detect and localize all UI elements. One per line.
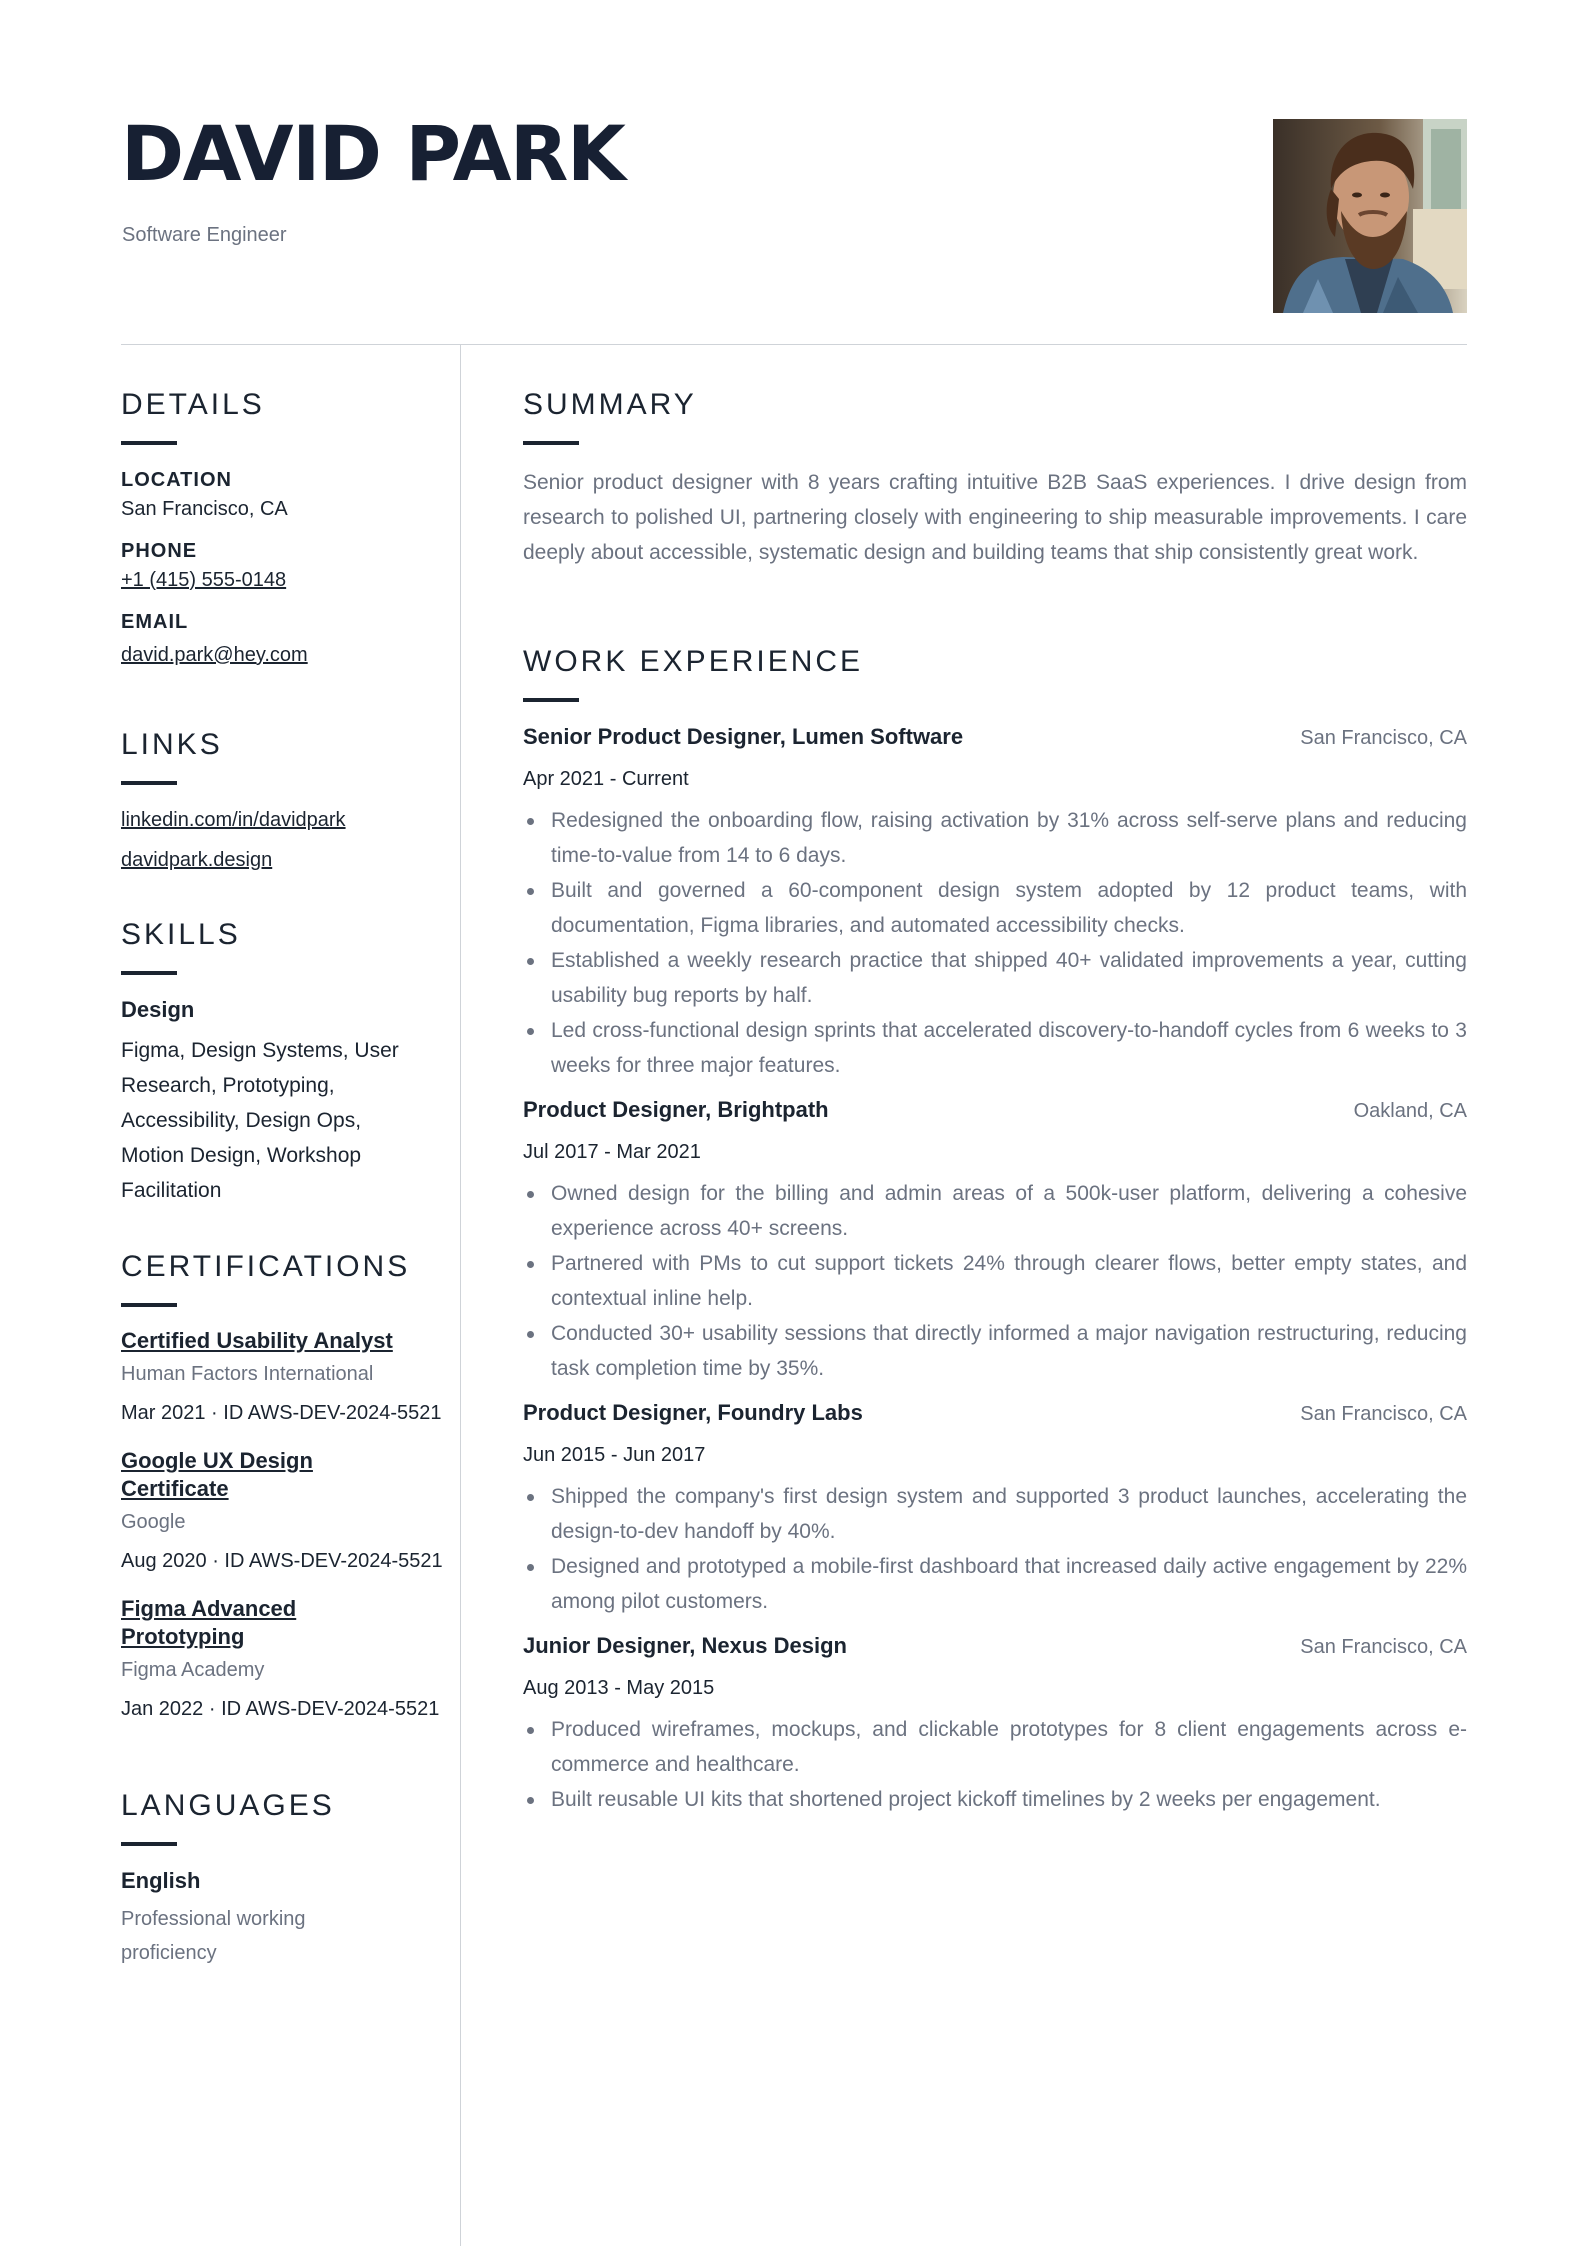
job-bullet: Owned design for the billing and admin areas of a 500k-user platform, delivering a cohesive experience across 40+ screens. <box>523 1176 1467 1246</box>
job-bullet: Built reusable UI kits that shortened project kickoff timelines by 2 weeks per engagement. <box>523 1782 1467 1817</box>
phone-label: PHONE <box>121 540 198 562</box>
job-bullets <box>523 803 1467 1083</box>
phone-link[interactable]: +1 (415) 555-0148 <box>121 569 287 591</box>
link-portfolio[interactable]: davidpark.design <box>121 849 273 871</box>
location-label: LOCATION <box>121 469 232 491</box>
certifications-heading: CERTIFICATIONS <box>121 1250 411 1283</box>
job-bullet: Conducted 30+ usability sessions that directly informed a major navigation restructuring, reducing task completion time by 35%. <box>523 1316 1467 1386</box>
job-bullet: Led cross-functional design sprints that accelerated discovery-to-handoff cycles from 6 weeks to 3 weeks for three major features. <box>523 1013 1467 1083</box>
cert-name[interactable]: Google UX Design Certificate <box>121 1448 313 1501</box>
link-linkedin[interactable]: linkedin.com/in/davidpark <box>121 809 346 831</box>
job-entry <box>523 1400 1467 1619</box>
summary-heading: SUMMARY <box>523 388 697 421</box>
cert-issuer: Google <box>121 1511 186 1533</box>
job-entry <box>523 1633 1467 1817</box>
section-underline <box>523 698 579 702</box>
skills-heading: SKILLS <box>121 918 241 951</box>
job-dates: Aug 2013 - May 2015 <box>523 1677 715 1699</box>
job-entry <box>523 1097 1467 1386</box>
cert-issuer: Figma Academy <box>121 1659 265 1681</box>
job-entry <box>523 724 1467 1083</box>
details-heading: DETAILS <box>121 388 265 421</box>
header-divider <box>121 344 1467 345</box>
links-heading: LINKS <box>121 728 223 761</box>
skill-list: Figma, Design Systems, User Research, Prototyping, Accessibility, Design Ops, Motion Design, Workshop Facilitation <box>121 1039 399 1202</box>
job-dates: Jun 2015 - Jun 2017 <box>523 1444 706 1466</box>
job-bullet: Produced wireframes, mockups, and clickable prototypes for 8 client engagements across e-commerce and healthcare. <box>523 1712 1467 1782</box>
experience-heading: WORK EXPERIENCE <box>523 645 864 678</box>
details-section <box>121 387 451 667</box>
section-underline <box>523 441 579 445</box>
job-title: Junior Designer, Nexus Design <box>523 1633 847 1658</box>
experience-section <box>523 644 1467 1817</box>
cert-name[interactable]: Certified Usability Analyst <box>121 1328 393 1353</box>
cert-name[interactable]: Figma Advanced Prototyping <box>121 1596 297 1649</box>
job-bullet: Shipped the company's first design system and supported 3 product launches, accelerating the design-to-dev handoff by 40%. <box>523 1479 1467 1549</box>
job-bullets <box>523 1176 1467 1386</box>
cert-meta: Mar 2021 · ID AWS-DEV-2024-5521 <box>121 1402 442 1424</box>
cert-meta: Aug 2020 · ID AWS-DEV-2024-5521 <box>121 1550 443 1572</box>
job-location: San Francisco, CA <box>1300 727 1467 749</box>
job-title: Product Designer, Brightpath <box>523 1097 829 1122</box>
section-underline <box>121 1303 177 1307</box>
candidate-role: Software Engineer <box>122 224 287 246</box>
location-value: San Francisco, CA <box>121 498 288 520</box>
job-location: Oakland, CA <box>1353 1100 1467 1122</box>
summary-text: Senior product designer with 8 years crafting intuitive B2B SaaS experiences. I drive design from research to polished UI, partnering closely with engineering to ship measurable improvements. I care deeply about accessible, systematic design and building teams that ship consistently great work. <box>523 471 1467 564</box>
section-underline <box>121 441 177 445</box>
skill-category: Design <box>121 997 195 1022</box>
profile-photo-image <box>1273 119 1467 313</box>
job-bullet: Established a weekly research practice that shipped 40+ validated improvements a year, cutting usability bug reports by half. <box>523 943 1467 1013</box>
language-level: Professional working proficiency <box>121 1908 306 1964</box>
languages-section <box>121 1788 451 1970</box>
email-link[interactable]: david.park@hey.com <box>121 644 308 666</box>
job-title: Senior Product Designer, Lumen Software <box>523 724 964 749</box>
skills-section <box>121 917 451 1208</box>
section-underline <box>121 971 177 975</box>
job-title: Product Designer, Foundry Labs <box>523 1400 863 1425</box>
job-bullet: Designed and prototyped a mobile-first dashboard that increased daily active engagement by 22% among pilot customers. <box>523 1549 1467 1619</box>
candidate-name: DAVID PARK <box>121 109 625 198</box>
section-underline <box>121 1842 177 1846</box>
links-section <box>121 727 451 872</box>
cert-meta: Jan 2022 · ID AWS-DEV-2024-5521 <box>121 1698 440 1720</box>
certifications-section <box>121 1249 451 1721</box>
job-location: San Francisco, CA <box>1300 1403 1467 1425</box>
job-bullet: Partnered with PMs to cut support tickets 24% through clearer flows, better empty states, and contextual inline help. <box>523 1246 1467 1316</box>
job-bullet: Redesigned the onboarding flow, raising activation by 31% across self-serve plans and reducing time-to-value from 14 to 6 days. <box>523 803 1467 873</box>
section-underline <box>121 781 177 785</box>
job-bullet: Built and governed a 60-component design system adopted by 12 product teams, with documentation, Figma libraries, and automated accessibility checks. <box>523 873 1467 943</box>
cert-issuer: Human Factors International <box>121 1363 374 1385</box>
job-location: San Francisco, CA <box>1300 1636 1467 1658</box>
job-dates: Apr 2021 - Current <box>523 768 689 790</box>
languages-heading: LANGUAGES <box>121 1789 335 1822</box>
language-name: English <box>121 1868 201 1893</box>
profile-photo <box>1273 119 1467 313</box>
email-label: EMAIL <box>121 611 189 633</box>
column-divider <box>460 345 461 2246</box>
job-dates: Jul 2017 - Mar 2021 <box>523 1141 701 1163</box>
summary-section <box>523 387 1467 570</box>
job-bullets <box>523 1712 1467 1817</box>
job-bullets <box>523 1479 1467 1619</box>
